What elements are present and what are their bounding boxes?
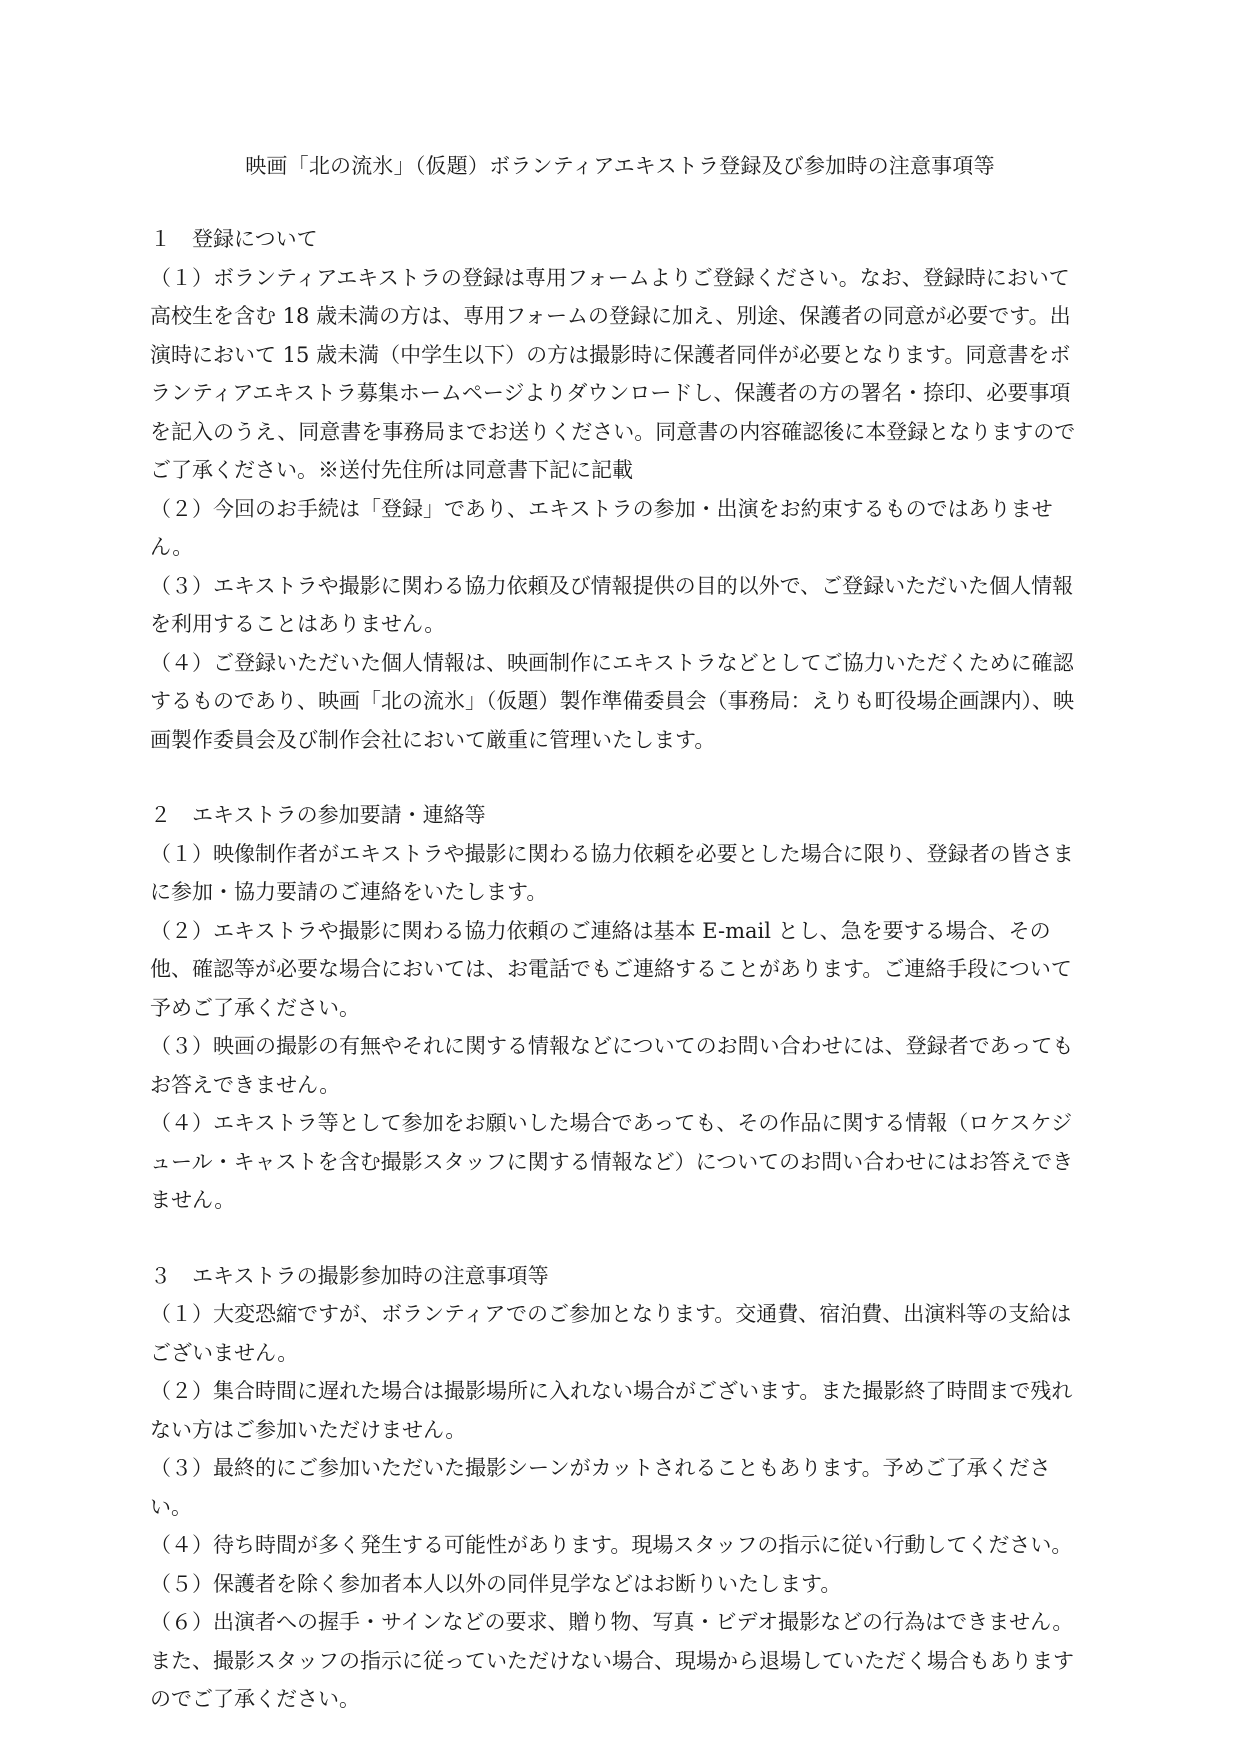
paragraph: （１）映像制作者がエキストラや撮影に関わる協力依頼を必要とした場合に限り、登録者の皆さまに参加・協力要請のご連絡をいたします。: [150, 841, 1074, 904]
document-title: 映画「北の流氷」（仮題）ボランティアエキストラ登録及び参加時の注意事項等: [245, 154, 995, 178]
section-heading: ２ エキストラの参加要請・連絡等: [150, 803, 486, 827]
paragraph: （４）ご登録いただいた個人情報は、映画制作にエキストラなどとしてご協力いただくために確認するものであり、映画「北の流氷」（仮題）製作準備委員会（事務局：えりも町役場企画課内）、映画製作委員会及び制作会社において厳重に管理いたします。: [150, 650, 1074, 752]
paragraph: （３）映画の撮影の有無やそれに関する情報などについてのお問い合わせには、登録者であってもお答えできません。: [150, 1034, 1074, 1097]
paragraph: （２）集合時間に遅れた場合は撮影場所に入れない場合がございます。また撮影終了時間まで残れない方はご参加いただけません。: [150, 1379, 1073, 1442]
paragraph: （２）エキストラや撮影に関わる協力依頼のご連絡は基本 E-mail とし、急を要する場合、その他、確認等が必要な場合においては、お電話でもご連絡することがあります。ご連絡手段について予めご了承ください。: [150, 918, 1072, 1020]
paragraph: （５）保護者を除く参加者本人以外の同伴見学などはお断りいたします。: [150, 1571, 842, 1596]
section-shooting-notes: [150, 1257, 1090, 1719]
section-heading: １ 登録について: [150, 227, 318, 251]
paragraph: （１）ボランティアエキストラの登録は専用フォームよりご登録ください。なお、登録時において高校生を含む 18 歳未満の方は、専用フォームの登録に加え、別途、保護者の同意が必要です。出演時において 15 歳未満（中学生以下）の方は撮影時に保護者同伴が必要となります。同意書をボランティアエキストラ募集ホームページよりダウンロードし、保護者の方の署名・捺印、必要事項を記入のうえ、同意書を事務局までお送りください。同意書の内容確認後に本登録となりますのでご了承ください。※送付先住所は同意書下記に記載: [150, 265, 1076, 482]
section-participation-requests: [150, 796, 1090, 1220]
section-heading: ３ エキストラの撮影参加時の注意事項等: [150, 1263, 549, 1288]
section-registration: [150, 220, 1090, 759]
paragraph: （３）エキストラや撮影に関わる協力依頼及び情報提供の目的以外で、ご登録いただいた個人情報を利用することはありません。: [150, 573, 1074, 636]
paragraph: （６）出演者への握手・サインなどの要求、贈り物、写真・ビデオ撮影などの行為はできません。また、撮影スタッフの指示に従っていただけない場合、現場から退場していただく場合もありますのでご了承ください。: [150, 1610, 1074, 1711]
paragraph: （１）大変恐縮ですが、ボランティアでのご参加となります。交通費、宿泊費、出演料等の支給はございません。: [150, 1302, 1072, 1365]
paragraph: （４）待ち時間が多く発生する可能性があります。現場スタッフの指示に従い行動してください。: [150, 1533, 1073, 1557]
document-body: [150, 220, 1090, 1756]
paragraph: （３）最終的にご参加いただいた撮影シーンがカットされることもあります。予めご了承ください。: [150, 1456, 1051, 1519]
paragraph: （２）今回のお手続は「登録」であり、エキストラの参加・出演をお約束するものではありません。: [150, 496, 1053, 559]
paragraph: （４）エキストラ等として参加をお願いした場合であっても、その作品に関する情報（ロケスケジュール・キャストを含む撮影スタッフに関する情報など）についてのお問い合わせにはお答えできません。: [150, 1111, 1074, 1212]
